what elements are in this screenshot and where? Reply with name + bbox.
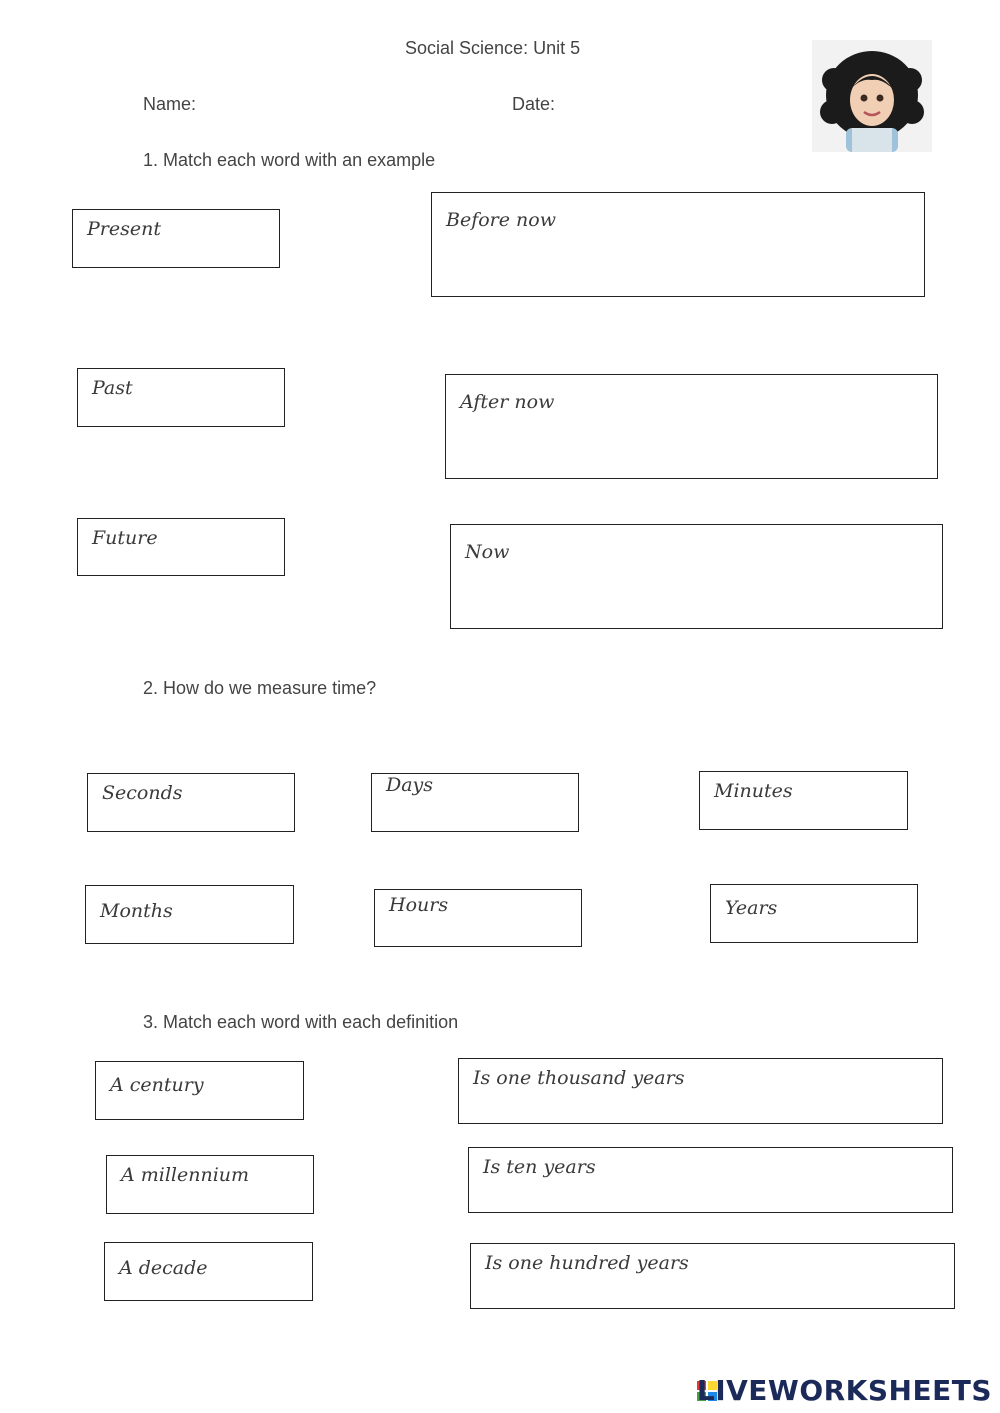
name-label: Name: bbox=[143, 94, 197, 114]
brand-name: LIVEWORKSHEETS bbox=[696, 1374, 992, 1407]
example-box-after-now[interactable] bbox=[445, 374, 938, 479]
unit-days: Days bbox=[386, 774, 434, 796]
example-before-now: Before now bbox=[446, 209, 556, 231]
word-future: Future bbox=[92, 527, 158, 549]
page-title: Social Science: Unit 5 bbox=[405, 38, 581, 58]
avatar-girl-icon bbox=[812, 40, 932, 152]
example-box-before-now[interactable] bbox=[431, 192, 925, 297]
unit-box-minutes[interactable] bbox=[699, 771, 908, 830]
word-past: Past bbox=[92, 377, 133, 399]
unit-box-years[interactable] bbox=[710, 884, 918, 943]
definition-thousand: Is one thousand years bbox=[473, 1067, 685, 1089]
unit-box-months[interactable] bbox=[85, 885, 294, 944]
unit-hours: Hours bbox=[389, 894, 449, 916]
term-box-decade[interactable] bbox=[104, 1242, 313, 1301]
section2-prompt: 2. How do we measure time? bbox=[143, 678, 377, 698]
unit-minutes: Minutes bbox=[714, 780, 793, 802]
unit-box-hours[interactable] bbox=[374, 889, 582, 947]
unit-seconds: Seconds bbox=[102, 782, 183, 804]
definition-box-ten[interactable] bbox=[468, 1147, 953, 1213]
word-box-future[interactable] bbox=[77, 518, 285, 576]
unit-box-seconds[interactable] bbox=[87, 773, 295, 832]
word-box-present[interactable] bbox=[72, 209, 280, 268]
word-present: Present bbox=[87, 218, 161, 240]
unit-box-days[interactable] bbox=[371, 773, 579, 832]
word-box-past[interactable] bbox=[77, 368, 285, 427]
term-box-century[interactable] bbox=[95, 1061, 304, 1120]
unit-months: Months bbox=[100, 900, 173, 922]
example-now: Now bbox=[465, 541, 510, 563]
term-century: A century bbox=[110, 1074, 204, 1096]
example-box-now[interactable] bbox=[450, 524, 943, 629]
term-millennium: A millennium bbox=[121, 1164, 250, 1186]
date-label: Date: bbox=[512, 94, 556, 114]
section1-prompt: 1. Match each word with an example bbox=[143, 150, 436, 170]
definition-box-thousand[interactable] bbox=[458, 1058, 943, 1124]
definition-ten: Is ten years bbox=[483, 1156, 596, 1178]
section3-prompt: 3. Match each word with each definition bbox=[143, 1012, 459, 1032]
term-decade: A decade bbox=[119, 1257, 208, 1279]
unit-years: Years bbox=[725, 897, 778, 919]
example-after-now: After now bbox=[460, 391, 555, 413]
definition-hundred: Is one hundred years bbox=[485, 1252, 689, 1274]
avatar bbox=[812, 40, 932, 152]
term-box-millennium[interactable] bbox=[106, 1155, 314, 1214]
definition-box-hundred[interactable] bbox=[470, 1243, 955, 1309]
